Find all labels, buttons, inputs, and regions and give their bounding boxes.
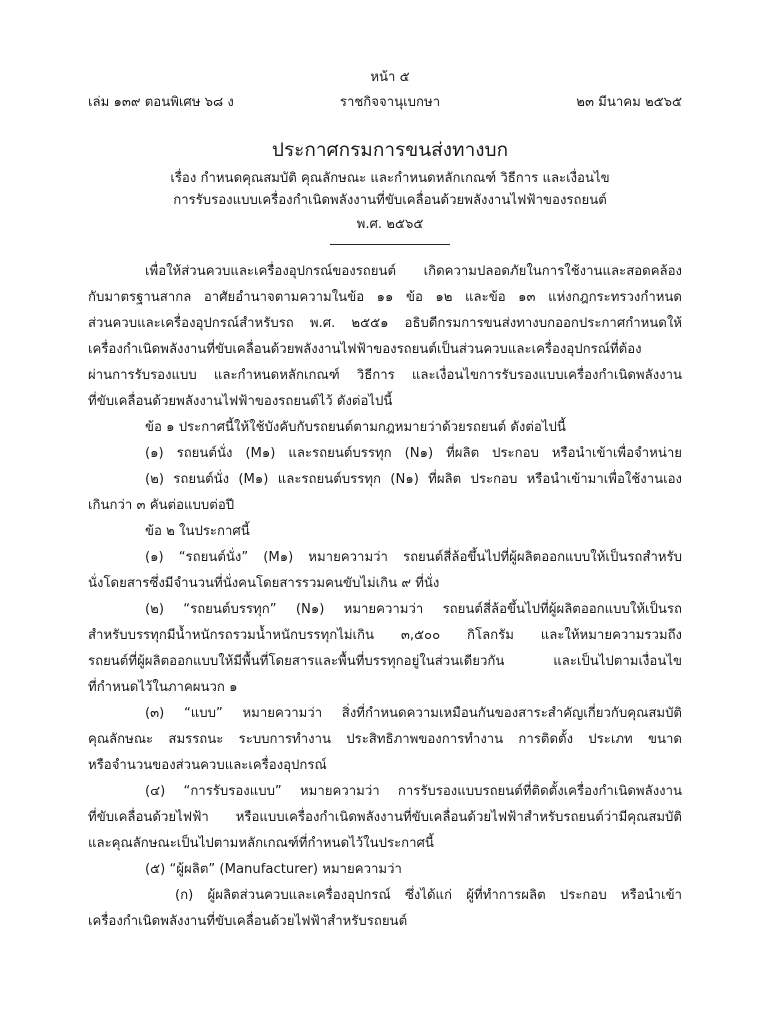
subject-line-1: เรื่อง กำหนดคุณสมบัติ คุณลักษณะ และกำหนดหลักเกณฑ์ วิธีการ และเงื่อนไข: [170, 171, 610, 186]
body-line: คุณลักษณะ สมรรถนะ ระบบการทำงาน ประสิทธิภาพของการทำงาน การติดตั้ง ประเภท ขนาด: [88, 732, 682, 747]
clause-1-item-2: (๒) รถยนต์นั่ง (M๑) และรถยนต์บรรทุก (N๑) ที่ผลิต ประกอบ หรือนำเข้ามาเพื่อใช้งานเอง: [145, 472, 682, 487]
clause-1-heading: ข้อ ๑ ประกาศนี้ให้ใช้บังคับกับรถยนต์ตามกฎหมายว่าด้วยรถยนต์ ดังต่อไปนี้: [145, 420, 566, 435]
document-year: พ.ศ. ๒๕๖๕: [356, 217, 424, 232]
definition-approval: (๔) “การรับรองแบบ” หมายความว่า การรับรองแบบรถยนต์ที่ติดตั้งเครื่องกำเนิดพลังงาน: [145, 784, 682, 799]
body-line: กับมาตรฐานสากล อาศัยอำนาจตามความในข้อ ๑๑ ข้อ ๑๒ และข้อ ๑๓ แห่งกฎกระทรวงกำหนด: [88, 290, 682, 305]
body-line: ที่ขับเคลื่อนด้วยไฟฟ้า หรือแบบเครื่องกำเนิดพลังงานที่ขับเคลื่อนด้วยไฟฟ้าสำหรับรถยนต์ว่ามีคุณสมบัติ: [88, 810, 682, 825]
definition-manufacturer: (๕) “ผู้ผลิต” (Manufacturer) หมายความว่า: [145, 862, 402, 877]
clause-1-item-1: (๑) รถยนต์นั่ง (M๑) และรถยนต์บรรทุก (N๑) ที่ผลิต ประกอบ หรือนำเข้าเพื่อจำหน่าย: [145, 446, 682, 461]
body-line: สำหรับบรรทุกมีน้ำหนักรถรวมน้ำหนักบรรทุกไม่เกิน ๓,๕๐๐ กิโลกรัม และให้หมายความรวมถึง: [88, 628, 682, 643]
volume-info: เล่ม ๑๓๙ ตอนพิเศษ ๖๘ ง: [88, 95, 234, 110]
body-line: หรือจำนวนของส่วนควบและเครื่องอุปกรณ์: [88, 758, 327, 773]
body-line: เครื่องกำเนิดพลังงานที่ขับเคลื่อนด้วยพลังงานไฟฟ้าของรถยนต์เป็นส่วนควบและเครื่องอุปกรณ์ที่ต้อง: [88, 342, 642, 357]
body-line: ที่ขับเคลื่อนด้วยพลังงานไฟฟ้าของรถยนต์ไว้ ดังต่อไปนี้: [88, 394, 393, 409]
definition-m1: (๑) “รถยนต์นั่ง” (M๑) หมายความว่า รถยนต์สี่ล้อขึ้นไปที่ผู้ผลิตออกแบบให้เป็นรถสำหรับ: [145, 550, 682, 565]
page-number: หน้า ๕: [370, 70, 410, 85]
body-line: รถยนต์ที่ผู้ผลิตออกแบบให้มีพื้นที่โดยสารและพื้นที่บรรทุกอยู่ในส่วนเดียวกัน และเป็นไปตามเงื่อนไข: [88, 654, 682, 669]
body-line: ส่วนควบและเครื่องอุปกรณ์สำหรับรถ พ.ศ. ๒๕๕๑ อธิบดีกรมการขนส่งทางบกออกประกาศกำหนดให้: [88, 316, 682, 331]
body-line: ผ่านการรับรองแบบ และกำหนดหลักเกณฑ์ วิธีการ และเงื่อนไขการรับรองแบบเครื่องกำเนิดพลังงาน: [88, 368, 682, 383]
definition-n1: (๒) “รถยนต์บรรทุก” (N๑) หมายความว่า รถยนต์สี่ล้อขึ้นไปที่ผู้ผลิตออกแบบให้เป็นรถ: [145, 602, 682, 617]
document-title: ประกาศกรมการขนส่งทางบก: [271, 139, 509, 161]
definition-type: (๓) “แบบ” หมายความว่า สิ่งที่กำหนดความเหมือนกันของสาระสำคัญเกี่ยวกับคุณสมบัติ: [145, 706, 682, 721]
body-line: นั่งโดยสารซึ่งมีจำนวนที่นั่งคนโดยสารรวมคนขับไม่เกิน ๙ ที่นั่ง: [88, 576, 440, 591]
gazette-name: ราชกิจจานุเบกษา: [339, 95, 441, 110]
body-line: เพื่อให้ส่วนควบและเครื่องอุปกรณ์ของรถยนต์ เกิดความปลอดภัยในการใช้งานและสอดคล้อง: [145, 264, 682, 279]
clause-2-heading: ข้อ ๒ ในประกาศนี้: [145, 524, 250, 539]
body-line: ที่กำหนดไว้ในภาคผนวก ๑: [88, 680, 238, 695]
body-line: และคุณลักษณะเป็นไปตามหลักเกณฑ์ที่กำหนดไว้ในประกาศนี้: [88, 836, 434, 851]
manufacturer-subitem-a: (ก) ผู้ผลิตส่วนควบและเครื่องอุปกรณ์ ซึ่งได้แก่ ผู้ที่ทำการผลิต ประกอบ หรือนำเข้า: [175, 888, 682, 903]
title-divider: [330, 244, 450, 245]
publication-date: ๒๓ มีนาคม ๒๕๖๕: [576, 95, 682, 110]
body-line: เกินกว่า ๓ คันต่อแบบต่อปี: [88, 498, 235, 513]
body-line: เครื่องกำเนิดพลังงานที่ขับเคลื่อนด้วยไฟฟ้าสำหรับรถยนต์: [88, 914, 408, 929]
subject-line-2: การรับรองแบบเครื่องกำเนิดพลังงานที่ขับเคลื่อนด้วยพลังงานไฟฟ้าของรถยนต์: [173, 193, 607, 208]
